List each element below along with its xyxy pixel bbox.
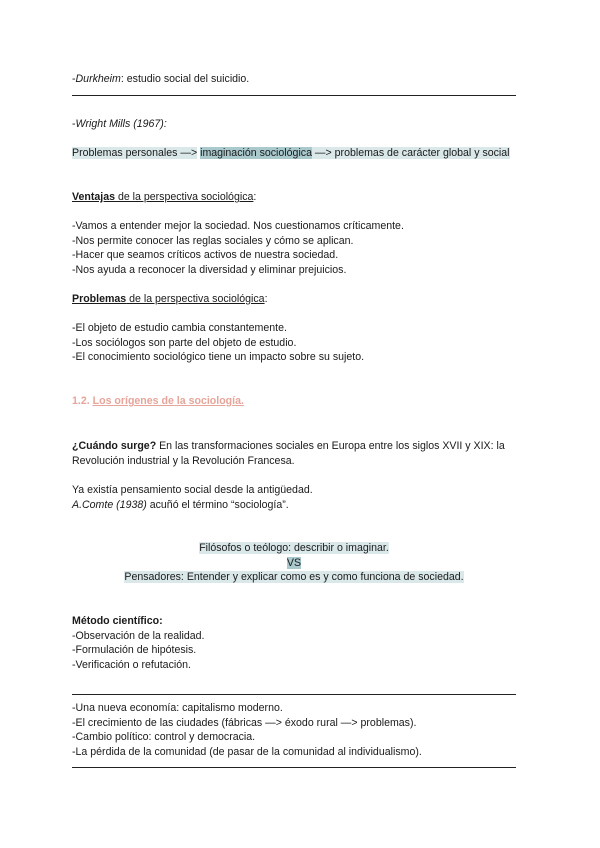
list-item: -Nos ayuda a reconocer la diversidad y eliminar prejuicios. [72,263,347,276]
problemas-title: Problemas [72,293,127,305]
divider-top [72,95,516,96]
imaginacion-paragraph [72,146,512,161]
list-item: -Formulación de hipótesis. [72,644,197,656]
list-item: -Hacer que seamos críticos activos de nuestra sociedad. [72,249,339,261]
section-title: Los orígenes de la sociología. [92,395,244,407]
ventajas-title-rest: de la perspectiva sociológica [115,191,254,203]
durkheim-name: Durkheim [75,73,121,85]
problems-arrow: —> [180,147,198,159]
list-item: -La pérdida de la comunidad (de pasar de la comunidad al individualismo). [72,745,422,758]
list-item: -Vamos a entender mejor la sociedad. Nos cuestionamos críticamente. [72,220,404,232]
problemas-colon: : [264,293,268,305]
cambios-list [72,701,532,759]
list-item: -El objeto de estudio cambia constantemente. [72,322,287,334]
cuando-answer: En las transformaciones sociales en Europa entre los siglos XVII y XIX: la Revolución industrial y la Revolución Francesa. [72,440,505,467]
list-item: -Cambio político: control y democracia. [72,731,256,743]
cuando-paragraph [72,439,528,468]
wright-suffix: : [163,118,167,130]
pensamiento-line2: acuñó el término “sociología”. [146,498,289,511]
pensamiento-line1: Ya existía pensamiento social desde la antigüedad. [72,484,313,496]
problemas-title-rest: de la perspectiva sociológica [126,293,265,305]
ventajas-title: Ventajas [72,191,115,203]
list-item: -Observación de la realidad. [72,629,205,642]
problems-rest: —> problemas de carácter global y social [311,147,510,159]
wright-prefix: - [72,118,76,130]
divider-bottom [72,767,516,768]
versus-block [72,541,516,585]
cuando-question: ¿Cuándo surge? [72,440,157,452]
problemas-list [72,321,532,365]
list-item: -El conocimiento sociológico tiene un impacto sobre su sujeto. [72,351,365,363]
list-item: -Verificación o refutación. [72,658,191,671]
durkheim-line [72,72,532,87]
ventajas-list [72,219,532,277]
ventajas-colon: : [253,191,257,203]
durkheim-text: : estudio social del suicidio. [120,73,250,85]
durkheim-prefix: - [72,73,76,85]
comte-author: A.Comte (1938) [72,498,147,511]
wright-name: Wright Mills (1967) [75,118,164,130]
list-item: -Una nueva economía: capitalismo moderno. [72,702,283,714]
problemas-heading [72,292,532,307]
list-item: -Nos permite conocer las reglas sociales y cómo se aplican. [72,234,354,247]
imaginacion-highlight: imaginación sociológica [200,147,312,159]
wright-mills-line [72,117,532,132]
list-item: -Los sociólogos son parte del objeto de estudio. [72,336,297,349]
list-item: -El crecimiento de las ciudades (fábricas —> éxodo rural —> problemas). [72,716,417,729]
versus-vs: VS [286,556,302,569]
section-heading [72,394,532,409]
problems-part1: Problemas personales [72,147,181,159]
pensamiento-paragraph [72,483,532,512]
metodo-block [72,614,532,672]
ventajas-heading [72,190,532,205]
versus-top: Filósofos o teólogo: describir o imaginar. [199,542,389,554]
divider-middle [72,694,516,695]
metodo-title: Método científico: [72,615,163,627]
section-number: 1.2. [72,395,93,407]
versus-bottom: Pensadores: Entender y explicar como es y como funciona de sociedad. [124,571,464,583]
